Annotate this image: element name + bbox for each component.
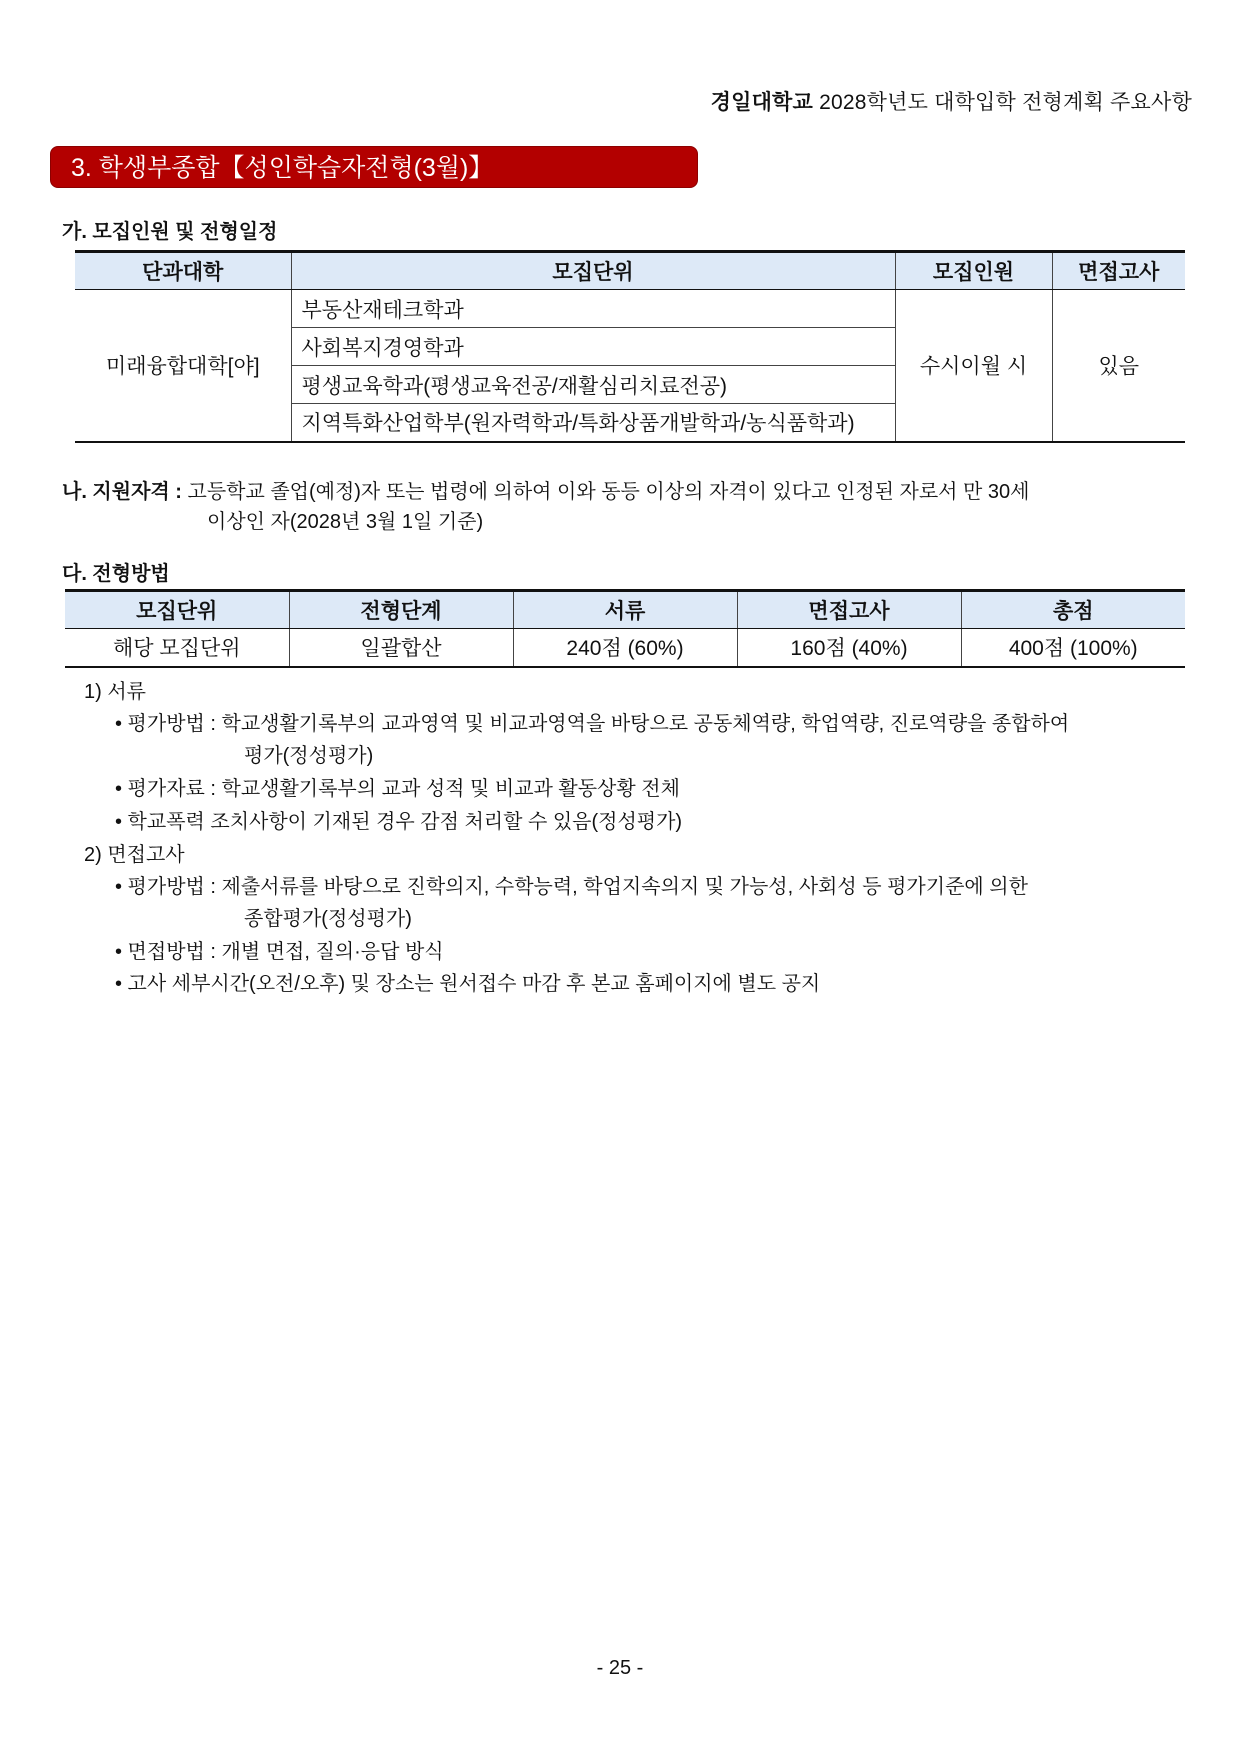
interview-title: 2) 면접고사 bbox=[84, 844, 185, 866]
col-docs: 서류 bbox=[513, 591, 737, 629]
unit-cell: 해당 모집단위 bbox=[65, 629, 289, 667]
docs-material: • 평가자료 : 학교생활기록부의 교과 성적 및 비교과 활동상황 전체 bbox=[115, 778, 680, 800]
col-quota: 모집인원 bbox=[895, 252, 1052, 290]
docs-violence-note: • 학교폭력 조치사항이 기재된 경우 감점 처리할 수 있음(정성평가) bbox=[115, 811, 683, 833]
docs-method-line-2: 평가(정성평가) bbox=[244, 745, 374, 767]
docs-title: 1) 서류 bbox=[84, 681, 146, 703]
heading-part-a: 가. 모집인원 및 전형일정 bbox=[62, 221, 278, 243]
interview-way: • 면접방법 : 개별 면접, 질의·응답 방식 bbox=[115, 941, 444, 963]
interview-score-cell: 160점 (40%) bbox=[737, 629, 961, 667]
interview-method-line-2: 종합평가(정성평가) bbox=[244, 908, 412, 930]
method-table-header bbox=[65, 591, 1185, 629]
quota-table-header bbox=[75, 252, 1185, 290]
col-college: 단과대학 bbox=[75, 252, 291, 290]
col-unit: 모집단위 bbox=[291, 252, 895, 290]
page-number: - 25 - bbox=[596, 1657, 644, 1679]
col-interview: 면접고사 bbox=[1052, 252, 1185, 290]
interview-method-line-1: • 평가방법 : 제출서류를 바탕으로 진학의지, 수학능력, 학업지속의지 및 가능성, 사회성 등 평가기준에 의한 bbox=[115, 876, 1028, 898]
interview-time-note: • 고사 세부시간(오전/오후) 및 장소는 원서접수 마감 후 본교 홈페이지에 별도 공지 bbox=[115, 973, 821, 995]
unit-cell: 지역특화산업학부(원자력학과/특화상품개발학과/농식품학과) bbox=[291, 404, 895, 442]
college-cell: 미래융합대학[야] bbox=[75, 290, 291, 442]
total-score-cell: 400점 (100%) bbox=[961, 629, 1185, 667]
col-total: 총점 bbox=[961, 591, 1185, 629]
page-header bbox=[711, 86, 1192, 116]
unit-cell: 평생교육학과(평생교육전공/재활심리치료전공) bbox=[291, 366, 895, 404]
eligibility-line-1 bbox=[62, 477, 1029, 507]
col-interview: 면접고사 bbox=[737, 591, 961, 629]
unit-cell: 사회복지경영학과 bbox=[291, 328, 895, 366]
method-table bbox=[65, 589, 1185, 668]
unit-cell: 부동산재테크학과 bbox=[291, 290, 895, 328]
col-unit: 모집단위 bbox=[65, 591, 289, 629]
header-title: 2028학년도 대학입학 전형계획 주요사항 bbox=[819, 91, 1192, 114]
docs-method-line-1: • 평가방법 : 학교생활기록부의 교과영역 및 비교과영역을 바탕으로 공동체역량, 학업역량, 진로역량을 종합하여 bbox=[115, 713, 1070, 735]
docs-score-cell: 240점 (60%) bbox=[513, 629, 737, 667]
table-row bbox=[75, 290, 1185, 328]
table-row bbox=[65, 629, 1185, 667]
eligibility-line-2: 이상인 자(2028년 3월 1일 기준) bbox=[207, 511, 484, 533]
header-university: 경일대학교 bbox=[710, 91, 814, 114]
section-title-banner: 3. 학생부종합【성인학습자전형(3월)】 bbox=[50, 146, 698, 188]
stage-cell: 일괄합산 bbox=[289, 629, 513, 667]
eligibility-text: 고등학교 졸업(예정)자 또는 법령에 의하여 이와 동등 이상의 자격이 있다고 인정된 자로서 만 30세 bbox=[187, 481, 1030, 503]
eligibility-label: 나. 지원자격 : bbox=[62, 481, 182, 503]
heading-part-c: 다. 전형방법 bbox=[62, 563, 170, 585]
quota-cell: 수시이월 시 bbox=[895, 290, 1052, 442]
quota-table bbox=[75, 250, 1185, 443]
col-stage: 전형단계 bbox=[289, 591, 513, 629]
interview-cell: 있음 bbox=[1052, 290, 1185, 442]
